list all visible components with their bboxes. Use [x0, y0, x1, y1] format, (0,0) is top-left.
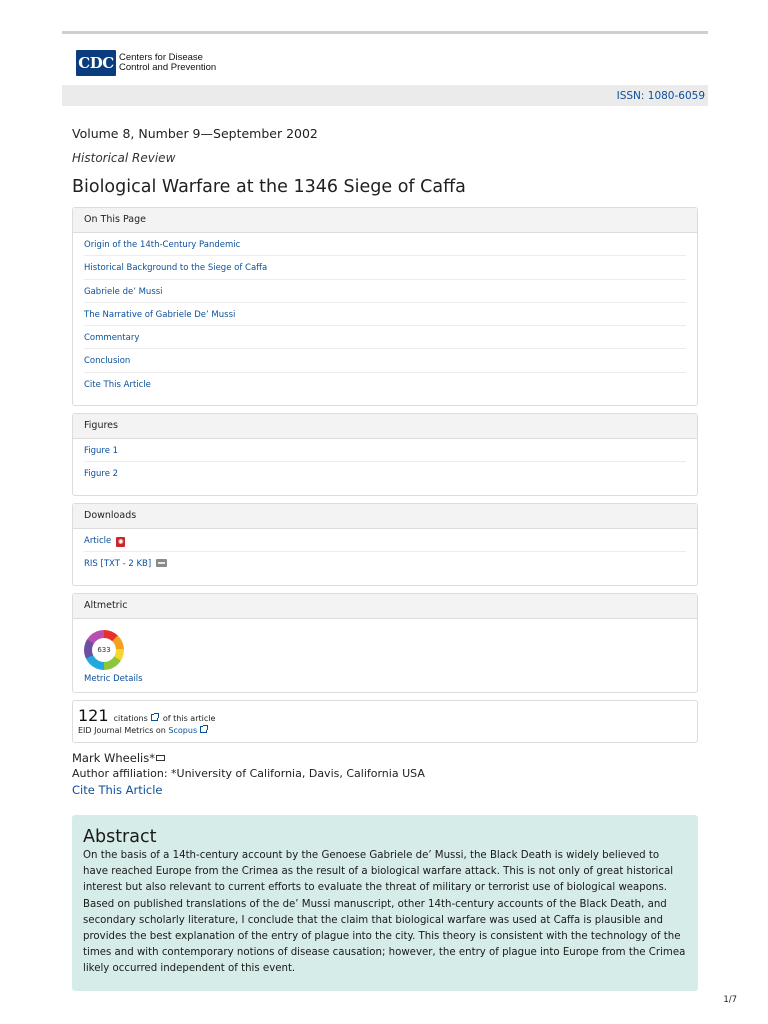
toc-item [84, 280, 686, 303]
eid-metrics-label: EID Journal Metrics on [78, 726, 166, 735]
toc-link-conclusion[interactable]: Conclusion [84, 356, 131, 367]
toc-link-origin[interactable]: Origin of the 14th-Century Pandemic [84, 240, 241, 250]
citations-box [72, 700, 698, 743]
author-name: Mark Wheelis* [72, 751, 155, 765]
page-title: Biological Warfare at the 1346 Siege of Caffa [72, 177, 466, 197]
toc-link-cite[interactable]: Cite This Article [84, 379, 151, 390]
altmetric-score: 633 [92, 638, 116, 662]
top-rule [62, 31, 708, 34]
figures-heading: Figures [73, 414, 697, 439]
author-affiliation: Author affiliation: *University of California, Davis, California USA [72, 767, 425, 780]
issn-link[interactable]: ISSN: 1080-6059 [616, 90, 705, 102]
mail-icon[interactable] [156, 755, 165, 761]
citations-suffix: of this article [162, 714, 216, 723]
cdc-logo-mark: CDC [76, 50, 116, 76]
logo-line-2: Control and Prevention [119, 62, 217, 73]
issn-bar [62, 85, 708, 106]
metric-details-link[interactable]: Metric Details [84, 674, 143, 684]
pdf-icon[interactable]: ✺ [117, 538, 124, 546]
external-link-icon [151, 714, 158, 721]
on-this-page-panel [72, 207, 698, 406]
page-number: 1/7 [723, 995, 737, 1005]
downloads-heading: Downloads [73, 504, 697, 529]
section-type: Historical Review [72, 151, 176, 165]
cdc-logo-text [119, 53, 216, 73]
altmetric-heading: Altmetric [73, 594, 697, 619]
toc-link-commentary[interactable]: Commentary [84, 333, 140, 344]
downloads-panel [72, 503, 698, 586]
figures-panel [72, 413, 698, 496]
text-file-icon[interactable] [156, 559, 167, 567]
download-ris-link[interactable]: RIS [TXT - 2 KB] [84, 559, 152, 570]
figure-1-link[interactable]: Figure 1 [84, 446, 119, 456]
altmetric-panel [72, 593, 698, 693]
citation-count: 121 [78, 706, 109, 725]
toc-link-de-mussi[interactable]: Gabriele de’ Mussi [84, 286, 163, 297]
abstract-heading: Abstract [83, 827, 157, 847]
download-item [84, 552, 686, 575]
toc-link-background[interactable]: Historical Background to the Siege of Caffa [84, 263, 268, 274]
toc-item [84, 373, 686, 396]
scopus-link[interactable]: Scopus [168, 726, 198, 735]
figure-item [84, 439, 686, 462]
toc-item [84, 303, 686, 326]
download-item [84, 529, 686, 552]
abstract-text: On the basis of a 14th-century account by the Genoese Gabriele de’ Mussi, the Black Death is widely believed to have reached Europe from the Crimea as the result of a biological warfare attack. This is not only of great historical interest but also relevant to current efforts to evaluate the threat of military or terrorist use of biological weapons. Based on published translations of the de’ Mussi manuscript, other 14th-century accounts of the Black Death, and secondary scholarly literature, I conclude that the claim that biological warfare was used at Caffa is plausible and provides the best explanation of the entry of plague into the city. This theory is consistent with the technology of the times and with contemporary notions of disease causation; however, the entry of plague into Europe from the Crimea likely occurred independent of this event. [83, 850, 686, 975]
toc-link-narrative[interactable]: The Narrative of Gabriele De’ Mussi [84, 309, 236, 320]
figure-2-link[interactable]: Figure 2 [84, 469, 119, 480]
download-article-link[interactable]: Article [84, 536, 112, 546]
abstract-section [72, 815, 698, 991]
volume-info: Volume 8, Number 9—September 2002 [72, 126, 318, 141]
external-link-icon [200, 726, 207, 733]
toc-item [84, 326, 686, 349]
logo-line-1: Centers for Disease [119, 52, 203, 63]
citations-link[interactable]: citations [113, 714, 148, 723]
figure-item [84, 462, 686, 485]
cite-this-article-link[interactable]: Cite This Article [72, 783, 163, 797]
toc-item [84, 233, 686, 256]
toc-item [84, 349, 686, 372]
toc-item [84, 256, 686, 279]
on-this-page-heading: On This Page [73, 208, 697, 233]
author-line [72, 751, 165, 765]
cdc-logo[interactable] [76, 50, 216, 76]
altmetric-donut[interactable] [84, 630, 124, 670]
